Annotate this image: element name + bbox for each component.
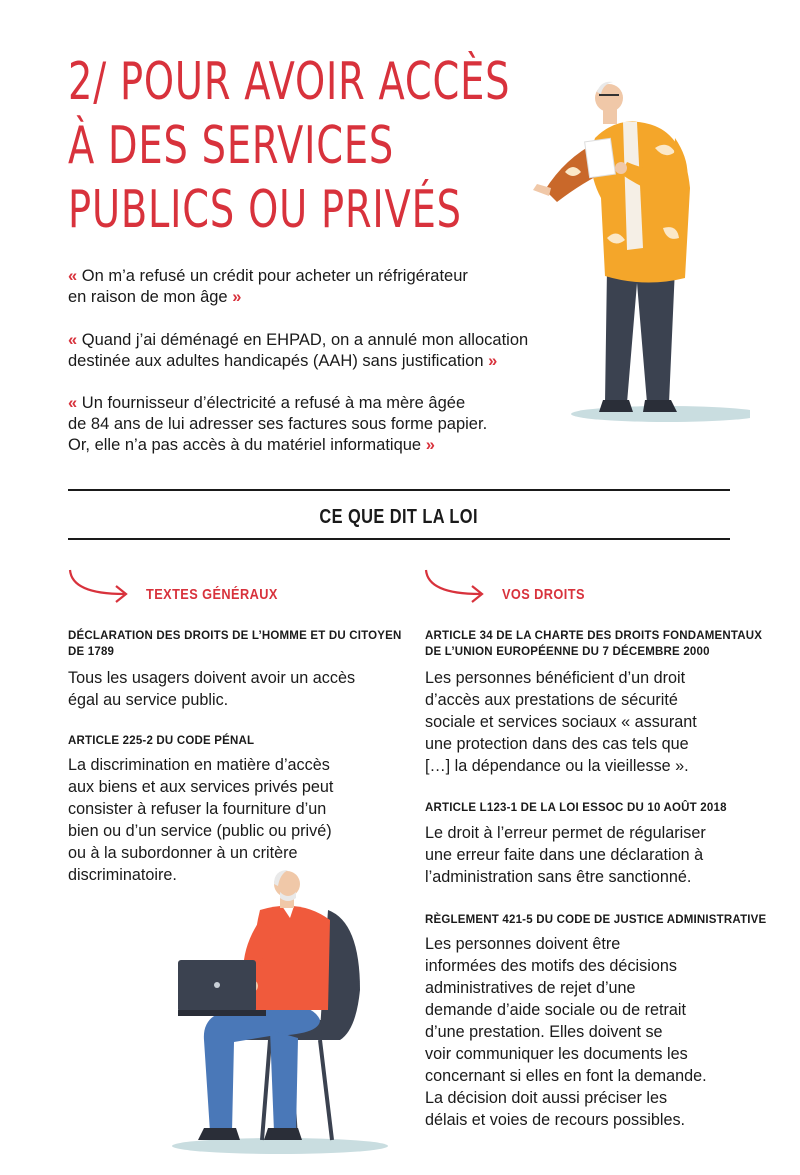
quote-close-mark: » [425, 436, 435, 454]
left-ref-1: DÉCLARATION DES DROITS DE L’HOMME ET DU CITOYEN DE 1789 [68, 630, 402, 658]
title-line-2: À DES SERVICES [68, 116, 395, 176]
quote-2-line-1: Quand j’ai déménagé en EHPAD, on a annulé mon allocation [81, 331, 529, 349]
right-ref-2: ARTICLE L123-1 DE LA LOI ESSOC DU 10 AOÛT 2018 [425, 802, 727, 814]
seated-man-laptop-illustration [170, 870, 395, 1160]
left-column-header: TEXTES GÉNÉRAUX [146, 586, 278, 603]
left-ref-2: ARTICLE 225-2 DU CODE PÉNAL [68, 735, 255, 747]
standing-paper [585, 138, 616, 177]
quote-1-line-2: en raison de mon âge [68, 288, 228, 306]
standing-trousers [605, 268, 675, 403]
seated-jeans [204, 1004, 320, 1132]
quote-2-line-2: destinée aux adultes handicapés (AAH) sans justification [68, 352, 484, 370]
title-line-3: PUBLICS OU PRIVÉS [68, 180, 462, 240]
seated-shadow [172, 1138, 388, 1154]
page-title [68, 50, 588, 242]
left-text-2: La discrimination en matière d’accès aux biens et aux services privés peut consister à refuser la fourniture d’un bien ou d’un service (public ou privé) ou à la subordonner à un critère discriminatoire. [68, 756, 334, 884]
law-heading: CE QUE DIT LA LOI [319, 506, 479, 528]
curved-arrow-icon [422, 568, 488, 608]
right-text-1: Les personnes bénéficient d’un droit d’accès aux prestations de sécurité sociale et services sociaux « assurant une protection dans des cas tels que […] la dépendance ou la vieillesse ». [425, 669, 697, 775]
divider-bottom [68, 538, 730, 540]
quote-1 [68, 266, 468, 308]
quote-open-mark: « [68, 394, 78, 412]
quote-close-mark: » [232, 288, 242, 306]
left-text-1: Tous les usagers doivent avoir un accès égal au service public. [68, 669, 356, 709]
divider-top [68, 489, 730, 491]
quote-2 [68, 330, 528, 372]
right-text-3: Les personnes doivent être informées des motifs des décisions administratives de rejet d’une demande d’aide sociale ou de retrait d’une prestation. Elles doivent se voir communiquer les documents les concernant si elles en font la demande. La décision doit aussi préciser les délais et voies de recours possibles. [425, 935, 707, 1129]
curved-arrow-icon [66, 568, 132, 608]
title-line-1: 2/ POUR AVOIR ACCÈS [68, 52, 511, 112]
quote-3-line-2: de 84 ans de lui adresser ses factures sous forme papier. [68, 415, 488, 433]
quote-open-mark: « [68, 331, 78, 349]
standing-man-illustration [525, 78, 750, 428]
quote-open-mark: « [68, 267, 78, 285]
right-ref-1: ARTICLE 34 DE LA CHARTE DES DROITS FONDAMENTAUX DE L’UNION EUROPÉENNE DU 7 DÉCEMBRE 2000 [425, 630, 763, 658]
right-column-header: VOS DROITS [502, 586, 585, 603]
quote-3-line-3: Or, elle n’a pas accès à du matériel informatique [68, 436, 422, 454]
quote-3 [68, 393, 487, 456]
right-ref-3: RÈGLEMENT 421-5 DU CODE DE JUSTICE ADMINISTRATIVE [425, 914, 767, 926]
quote-close-mark: » [488, 352, 498, 370]
quote-1-line-1: On m’a refusé un crédit pour acheter un réfrigérateur [81, 267, 468, 285]
seated-shirt [253, 906, 330, 1010]
right-text-2: Le droit à l’erreur permet de régulariser une erreur faite dans une déclaration à l’administration sans être sanctionné. [425, 824, 706, 886]
quote-3-line-1: Un fournisseur d’électricité a refusé à ma mère âgée [81, 394, 466, 412]
